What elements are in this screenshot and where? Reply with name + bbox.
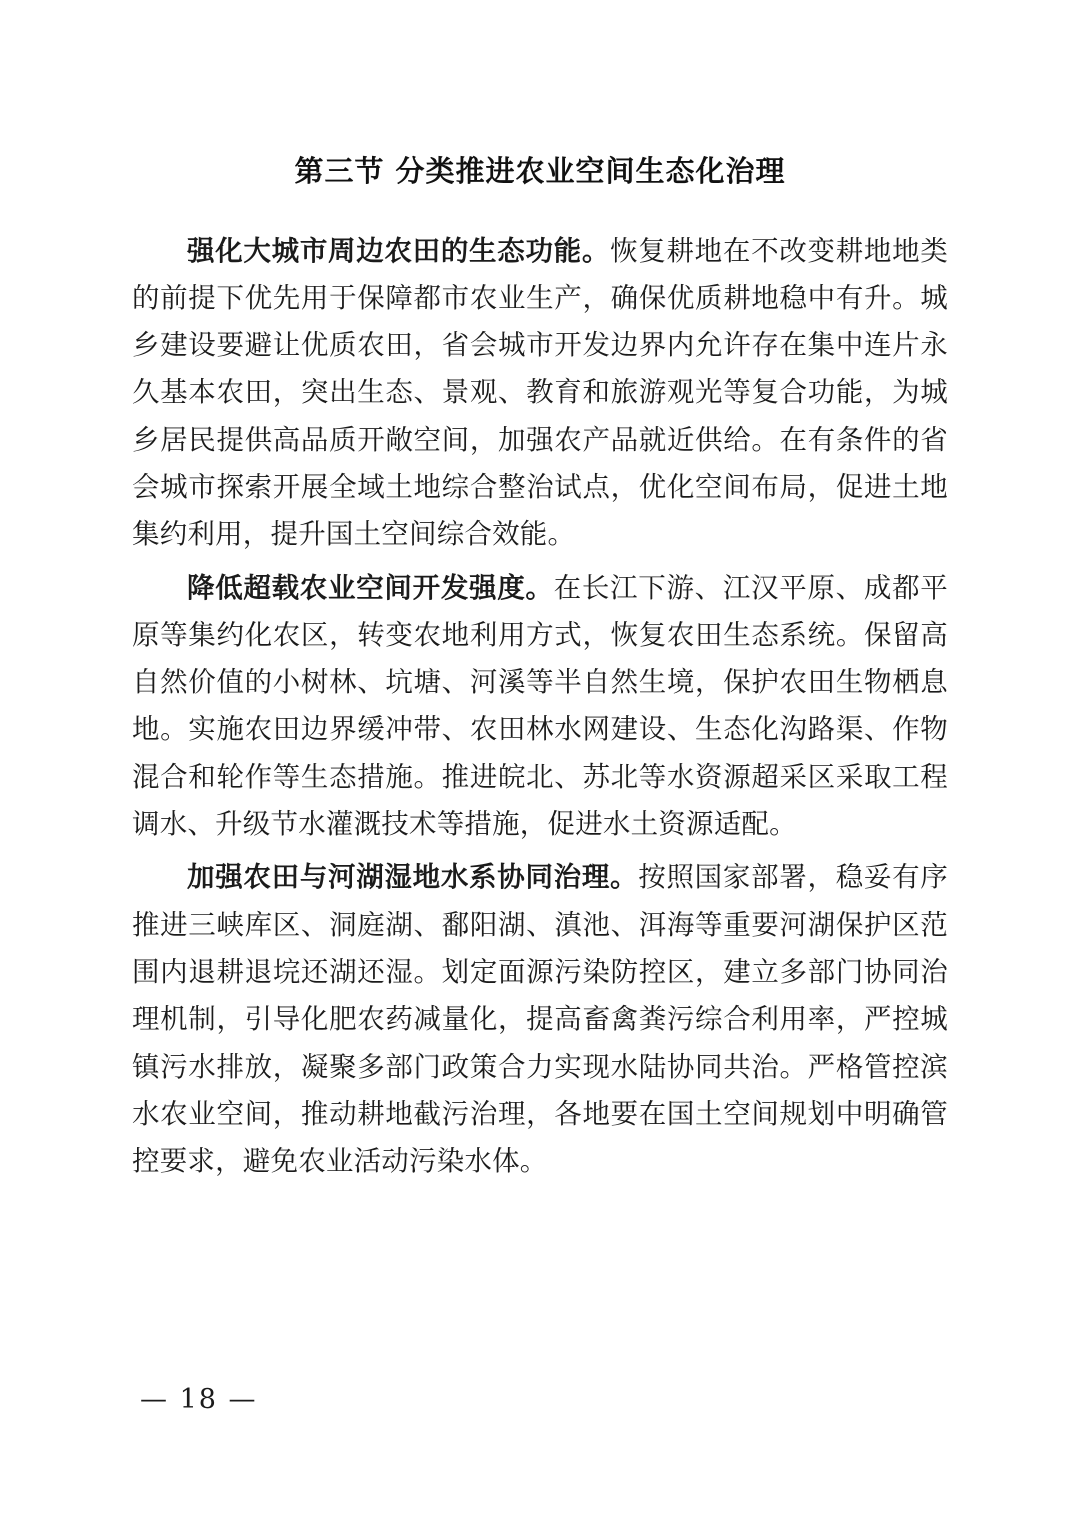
paragraph-2-lead: 降低超载农业空间开发强度。 (187, 571, 554, 604)
paragraph-3-lead: 加强农田与河湖湿地水系协同治理。 (187, 861, 639, 894)
page-title: 第三节 分类推进农业空间生态化治理 (294, 154, 786, 188)
paragraph-3-body: 按照国家部署，稳妥有序推进三峡库区、洞庭湖、鄱阳湖、滇池、洱海等重要河湖保护区范围内退耕退垸还湖还湿。划定面源污染防控区，建立多部门协同治理机制，引导化肥农药减量化，提高畜禽粪污综合利用率，严控城镇污水排放，凝聚多部门政策合力实现水陆协同共治。严格管控滨水农业空间，推动耕地截污治理，各地要在国土空间规划中明确管控要求，避免农业活动污染水体。 (132, 861, 949, 1178)
paragraph-3 (132, 854, 948, 1185)
paragraph-1 (132, 228, 948, 559)
paragraph-1-body: 恢复耕地在不改变耕地地类的前提下优先用于保障都市农业生产，确保优质耕地稳中有升。城乡建设要避让优质农田，省会城市开发边界内允许存在集中连片永久基本农田，突出生态、景观、教育和旅游观光等复合功能，为城乡居民提供高品质开敞空间，加强农产品就近供给。在有条件的省会城市探索开展全域土地综合整治试点，优化空间布局，促进土地集约利用，提升国土空间综合效能。 (132, 234, 949, 551)
page-number: — 18 — (140, 1384, 258, 1415)
paragraph-1-lead: 强化大城市周边农田的生态功能。 (187, 234, 611, 267)
paragraph-2-body: 在长江下游、江汉平原、成都平原等集约化农区，转变农地利用方式，恢复农田生态系统。保留高自然价值的小树林、坑塘、河溪等半自然生境，保护农田生物栖息地。实施农田边界缓冲带、农田林水网建设、生态化沟路渠、作物混合和轮作等生态措施。推进皖北、苏北等水资源超采区采取工程调水、升级节水灌溉技术等措施，促进水土资源适配。 (132, 571, 948, 841)
paragraph-2 (132, 565, 948, 849)
